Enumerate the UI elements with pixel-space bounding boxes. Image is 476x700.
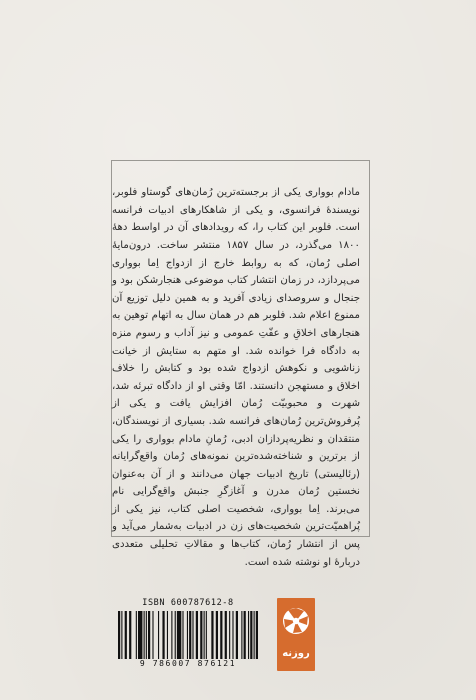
barcode-bar bbox=[167, 611, 168, 659]
barcode-bar bbox=[148, 611, 150, 659]
barcode-bar bbox=[182, 611, 183, 659]
barcode-bar bbox=[187, 611, 188, 659]
barcode-bar bbox=[121, 611, 122, 659]
barcode-bar bbox=[144, 611, 145, 659]
barcode-bar bbox=[236, 611, 238, 659]
barcode-bars bbox=[112, 611, 264, 659]
publisher-name: روزنه bbox=[282, 648, 310, 659]
barcode-bar bbox=[125, 611, 127, 659]
barcode-bar bbox=[232, 611, 233, 659]
barcode-bar bbox=[229, 611, 230, 659]
barcode-bar bbox=[204, 611, 205, 659]
barcode-bar bbox=[177, 611, 181, 659]
barcode-bar bbox=[118, 611, 120, 659]
barcode-bar bbox=[175, 611, 176, 659]
barcode-bar bbox=[129, 611, 131, 659]
aperture-icon bbox=[277, 602, 315, 640]
barcode-bar bbox=[256, 611, 258, 659]
barcode-bar bbox=[189, 611, 191, 659]
barcode-bar bbox=[196, 611, 198, 659]
barcode-bar bbox=[244, 611, 246, 659]
isbn-barcode bbox=[112, 598, 264, 671]
barcode-bar bbox=[248, 611, 249, 659]
barcode-bar bbox=[162, 611, 164, 659]
publisher-logo bbox=[277, 598, 315, 671]
barcode-bar bbox=[136, 611, 137, 659]
barcode-bar bbox=[250, 611, 252, 659]
barcode-bar bbox=[241, 611, 242, 659]
barcode-bar bbox=[211, 611, 213, 659]
barcode-bar bbox=[158, 611, 159, 659]
barcode-bar bbox=[200, 611, 202, 659]
barcode-bar bbox=[192, 611, 193, 659]
barcode-bar bbox=[152, 611, 153, 659]
barcode-bar bbox=[216, 611, 218, 659]
barcode-bar bbox=[146, 611, 147, 659]
barcode-bar bbox=[254, 611, 255, 659]
back-cover-blurb: مادام بوواری یکی از برجسته‌ترین رُمان‌های گوستاو فلوبر، نویسندهٔ فرانسوی، و یکی از شاهکارهای ادبیات فرانسه است. فلوبر این کتاب را، که رویدادهای آن در اواسط دههٔ ۱۸۰۰ می‌گذرد، در سال ۱۸۵۷ منتشر ساخت. درون‌مایهٔ اصلی رُمان، که به روابط خارج از ازدواج اِما بوواری می‌پردازد، در زمان انتشار کتاب موضوعی هنجارشکن بود و جنجال و سروصدای زیادی آفرید و به همین دلیل توزیع آن ممنوع اعلام شد. فلوبر هم در همان سال به اتهام توهین به هنجارهای اخلاقِ و عفّتِ عمومی و نیز آداب و رسوم منزه به دادگاه فرا خوانده شد. او متهم به ستایش از خیانت زناشویی و نکوهش ازدواج شده بود و کتابش را خلاف اخلاق و مستهجن دانستند. امّا وقتی او از دادگاه تبرئه شد، شهرت و محبوبیّت رُمان افزایش یافت و یکی از پُرفروش‌ترین رُمان‌های فرانسه شد. بسیاری از نویسندگان، منتقدان و نظریه‌پردازان ادبی، رُمانِ مادام بوواری را یکی از برترین و شناخته‌شده‌ترین نمونه‌های رُمان واقع‌گرایانه (رئالیستی) تاریخ ادبیات جهان می‌دانند و از آن به‌عنوان نخستین رُمان مدرن و آغازگرِ جنبش واقع‌گرایی نام می‌برند. اِما بوواری، شخصیت اصلی کتاب، نیز یکی از پُراهمیّت‌ترین شخصیت‌های زن در ادبیات به‌شمار می‌آید و پس از انتشار رُمان، کتاب‌ها و مقالاتِ تحلیلی متعددی دربارهٔ او نوشته شده است. bbox=[112, 187, 360, 568]
isbn-label: ISBN 600787612-8 bbox=[142, 598, 234, 608]
barcode-bar bbox=[225, 611, 227, 659]
barcode-digits: 9 786007 876121 bbox=[139, 659, 237, 668]
barcode-bar bbox=[220, 611, 222, 659]
barcode-bar bbox=[206, 611, 207, 659]
barcode-bar bbox=[171, 611, 172, 659]
barcode-bar bbox=[138, 611, 142, 659]
